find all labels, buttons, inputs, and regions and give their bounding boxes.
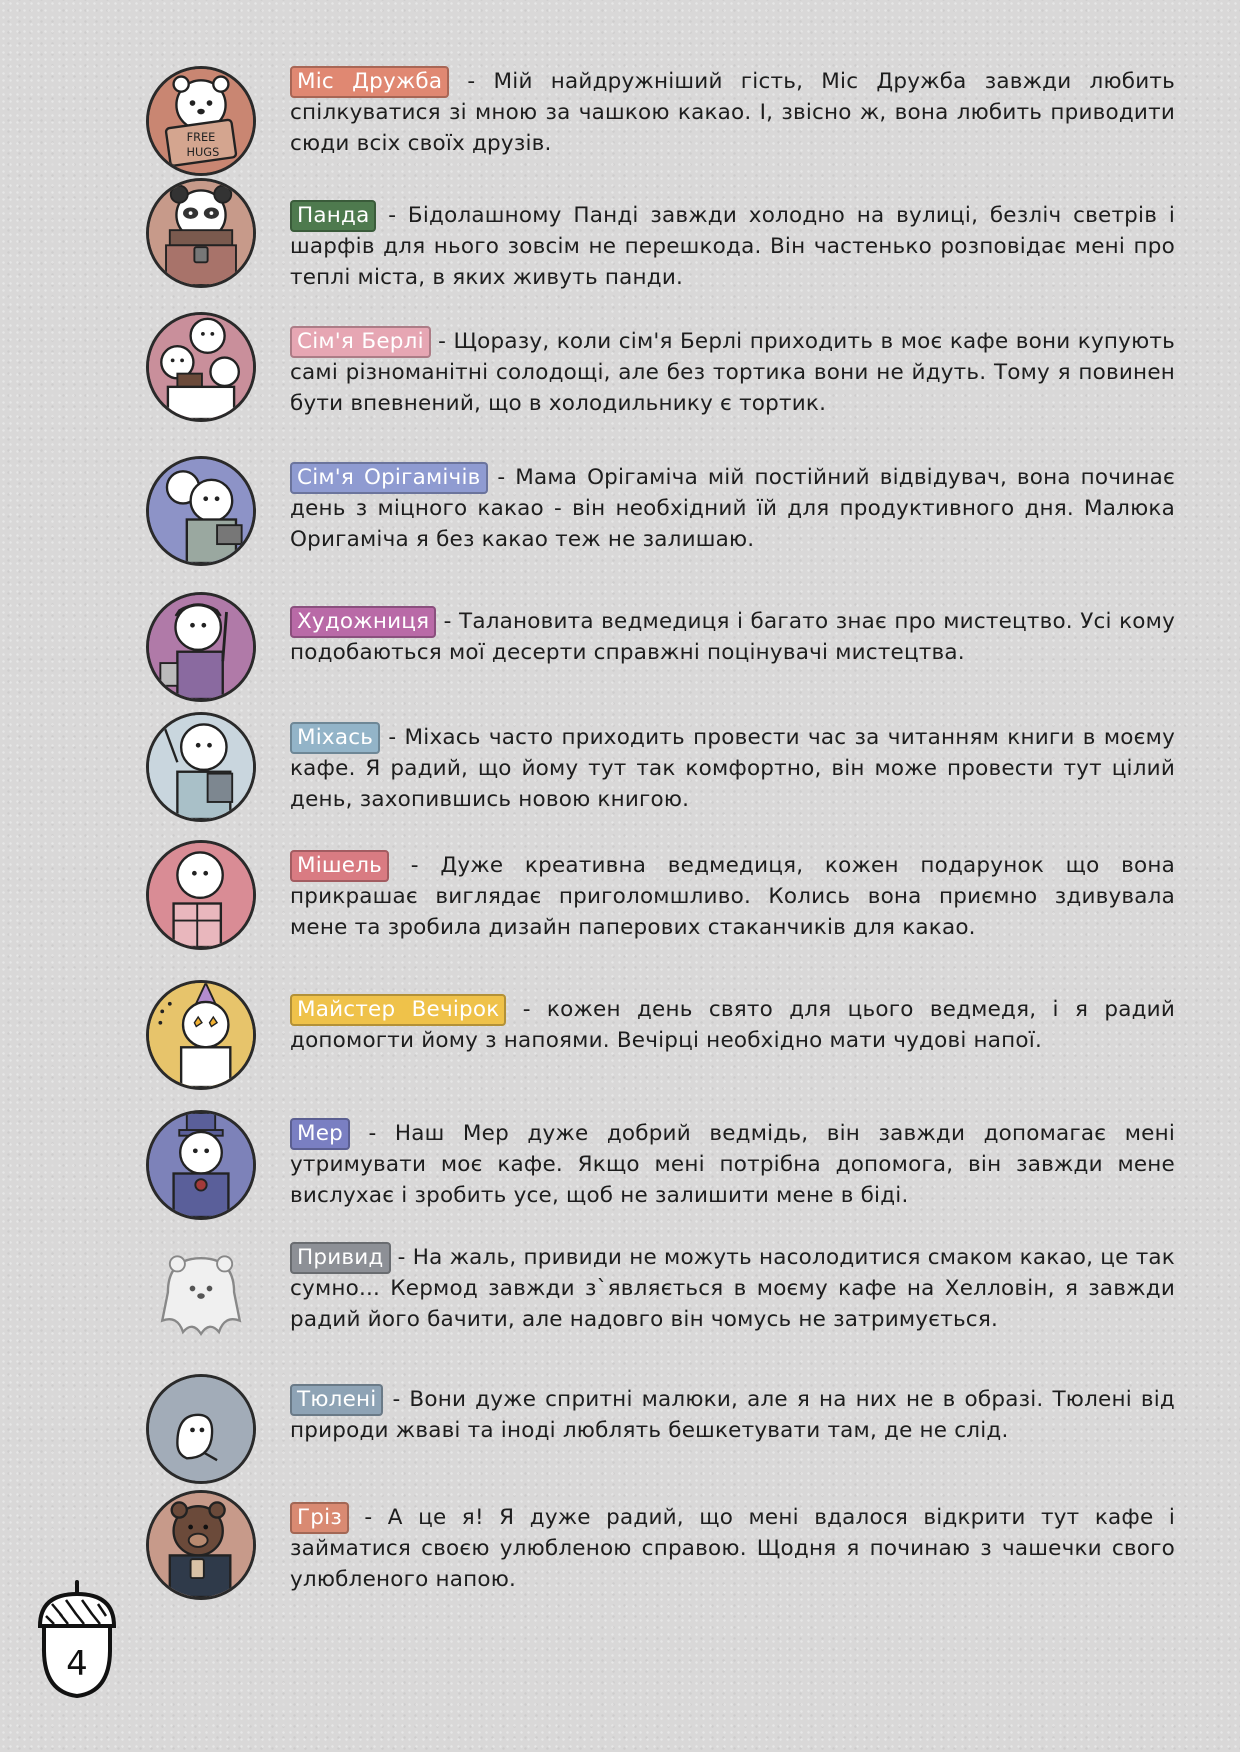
character-desc-text: - Дуже креативна ведмедиця, кожен подарунок що вона прикрашає виглядає приголомшливо. Колись вона приємно здивувала мене та зробила дизайн паперових стаканчиків для какао. — [290, 853, 1175, 940]
character-desc-text: - Мама Орігаміча мій постійний відвідувач, вона починає день з міцного какао - він необхідний їй для продуктивного дня. Малюка Оригаміча я без какао теж не залишаю. — [290, 465, 1175, 552]
character-desc-text: - На жаль, привиди не можуть насолодитися смаком какао, це так сумно... Кермод завжди з`являється в моєму кафе на Хелловін, я завжди радий його бачити, але надовго він чомусь не затримується. — [290, 1245, 1175, 1332]
bear-free-hugs-icon — [146, 66, 256, 176]
character-name-tag: Художниця — [290, 606, 436, 638]
character-description — [290, 850, 1175, 943]
sign-text-line1: FREE — [186, 129, 216, 144]
artist-bear-icon — [146, 592, 256, 702]
character-description — [290, 1502, 1175, 1595]
character-description — [290, 462, 1175, 555]
character-name-tag: Мер — [290, 1118, 350, 1150]
sign-text-line2: HUGS — [186, 144, 220, 159]
origami-family-icon — [146, 456, 256, 566]
character-desc-text: - Щоразу, коли сім'я Берлі приходить в моє кафе вони купують самі різноманітні солодощі, але без тортика вони не йдуть. Тому я повинен бути впевнений, що в холодильнику є тортик. — [290, 329, 1175, 416]
character-name-tag: Сім'я Орігамічів — [290, 462, 488, 494]
character-desc-text: - Вони дуже спритні малюки, але я на них не в образі. Тюлені від природи жваві та іноді люблять бешкетувати там, де не слід. — [290, 1387, 1175, 1443]
character-description — [290, 722, 1175, 815]
ghost-bear-icon — [146, 1242, 256, 1352]
character-description — [290, 994, 1175, 1056]
character-description — [290, 1242, 1175, 1335]
grizzly-bear-icon — [146, 1490, 256, 1600]
party-bear-icon — [146, 980, 256, 1090]
bear-family-icon — [146, 312, 256, 422]
character-name-tag: Тюлені — [290, 1384, 383, 1416]
character-desc-text: - Бідолашному Панді завжди холодно на вулиці, безліч светрів і шарфів для нього зовсім не перешкода. Він частенько розповідає мені про теплі міста, в яких живуть панди. — [290, 203, 1175, 290]
page-number-acorn — [32, 1580, 122, 1700]
character-desc-text: - Міхась часто приходить провести час за читанням книги в моєму кафе. Я радий, що йому тут так комфортно, він може провести тут цілий день, захопившись новою книгою. — [290, 725, 1175, 812]
character-description — [290, 326, 1175, 419]
character-description — [290, 606, 1175, 668]
page-number: 4 — [66, 1644, 88, 1684]
character-desc-text: - Наш Мер дуже добрий ведмідь, він завжди допомагає мені утримувати моє кафе. Якщо мені потрібна допомога, він завжди мене вислухає і зробить усе, щоб не залишити мене в біді. — [290, 1121, 1175, 1208]
reading-bear-icon — [146, 712, 256, 822]
panda-icon — [146, 178, 256, 288]
character-name-tag: Панда — [290, 200, 376, 232]
character-name-tag: Сім'я Берлі — [290, 326, 431, 358]
character-name-tag: Привид — [290, 1242, 391, 1274]
character-name-tag: Міс Дружба — [290, 66, 449, 98]
character-name-tag: Гріз — [290, 1502, 349, 1534]
character-desc-text: - Талановита ведмедиця і багато знає про мистецтво. Усі кому подобаються мої десерти справжні поцінувачі мистецтва. — [290, 609, 1175, 665]
seal-icon — [146, 1374, 256, 1484]
character-description — [290, 66, 1175, 159]
character-name-tag: Мішель — [290, 850, 389, 882]
character-desc-text: - кожен день свято для цього ведмедя, і я радий допомогти йому з напоями. Вечірці необхідно мати чудові напої. — [290, 997, 1175, 1053]
character-desc-text: - Мій найдружніший гість, Міс Дружба завжди любить спілкуватися зі мною за чашкою какао. І, звісно ж, вона любить приводити сюди всіх своїх друзів. — [290, 69, 1176, 156]
character-description — [290, 1384, 1175, 1446]
gift-bear-icon — [146, 840, 256, 950]
character-name-tag: Міхась — [290, 722, 380, 754]
mayor-bear-icon — [146, 1110, 256, 1220]
character-description — [290, 200, 1175, 293]
character-description — [290, 1118, 1175, 1211]
character-desc-text: - А це я! Я дуже радий, що мені вдалося відкрити тут кафе і займатися своєю улюбленою справою. Щодня я починаю з чашечки свого улюбленого напою. — [290, 1505, 1175, 1592]
character-name-tag: Майстер Вечірок — [290, 994, 506, 1026]
